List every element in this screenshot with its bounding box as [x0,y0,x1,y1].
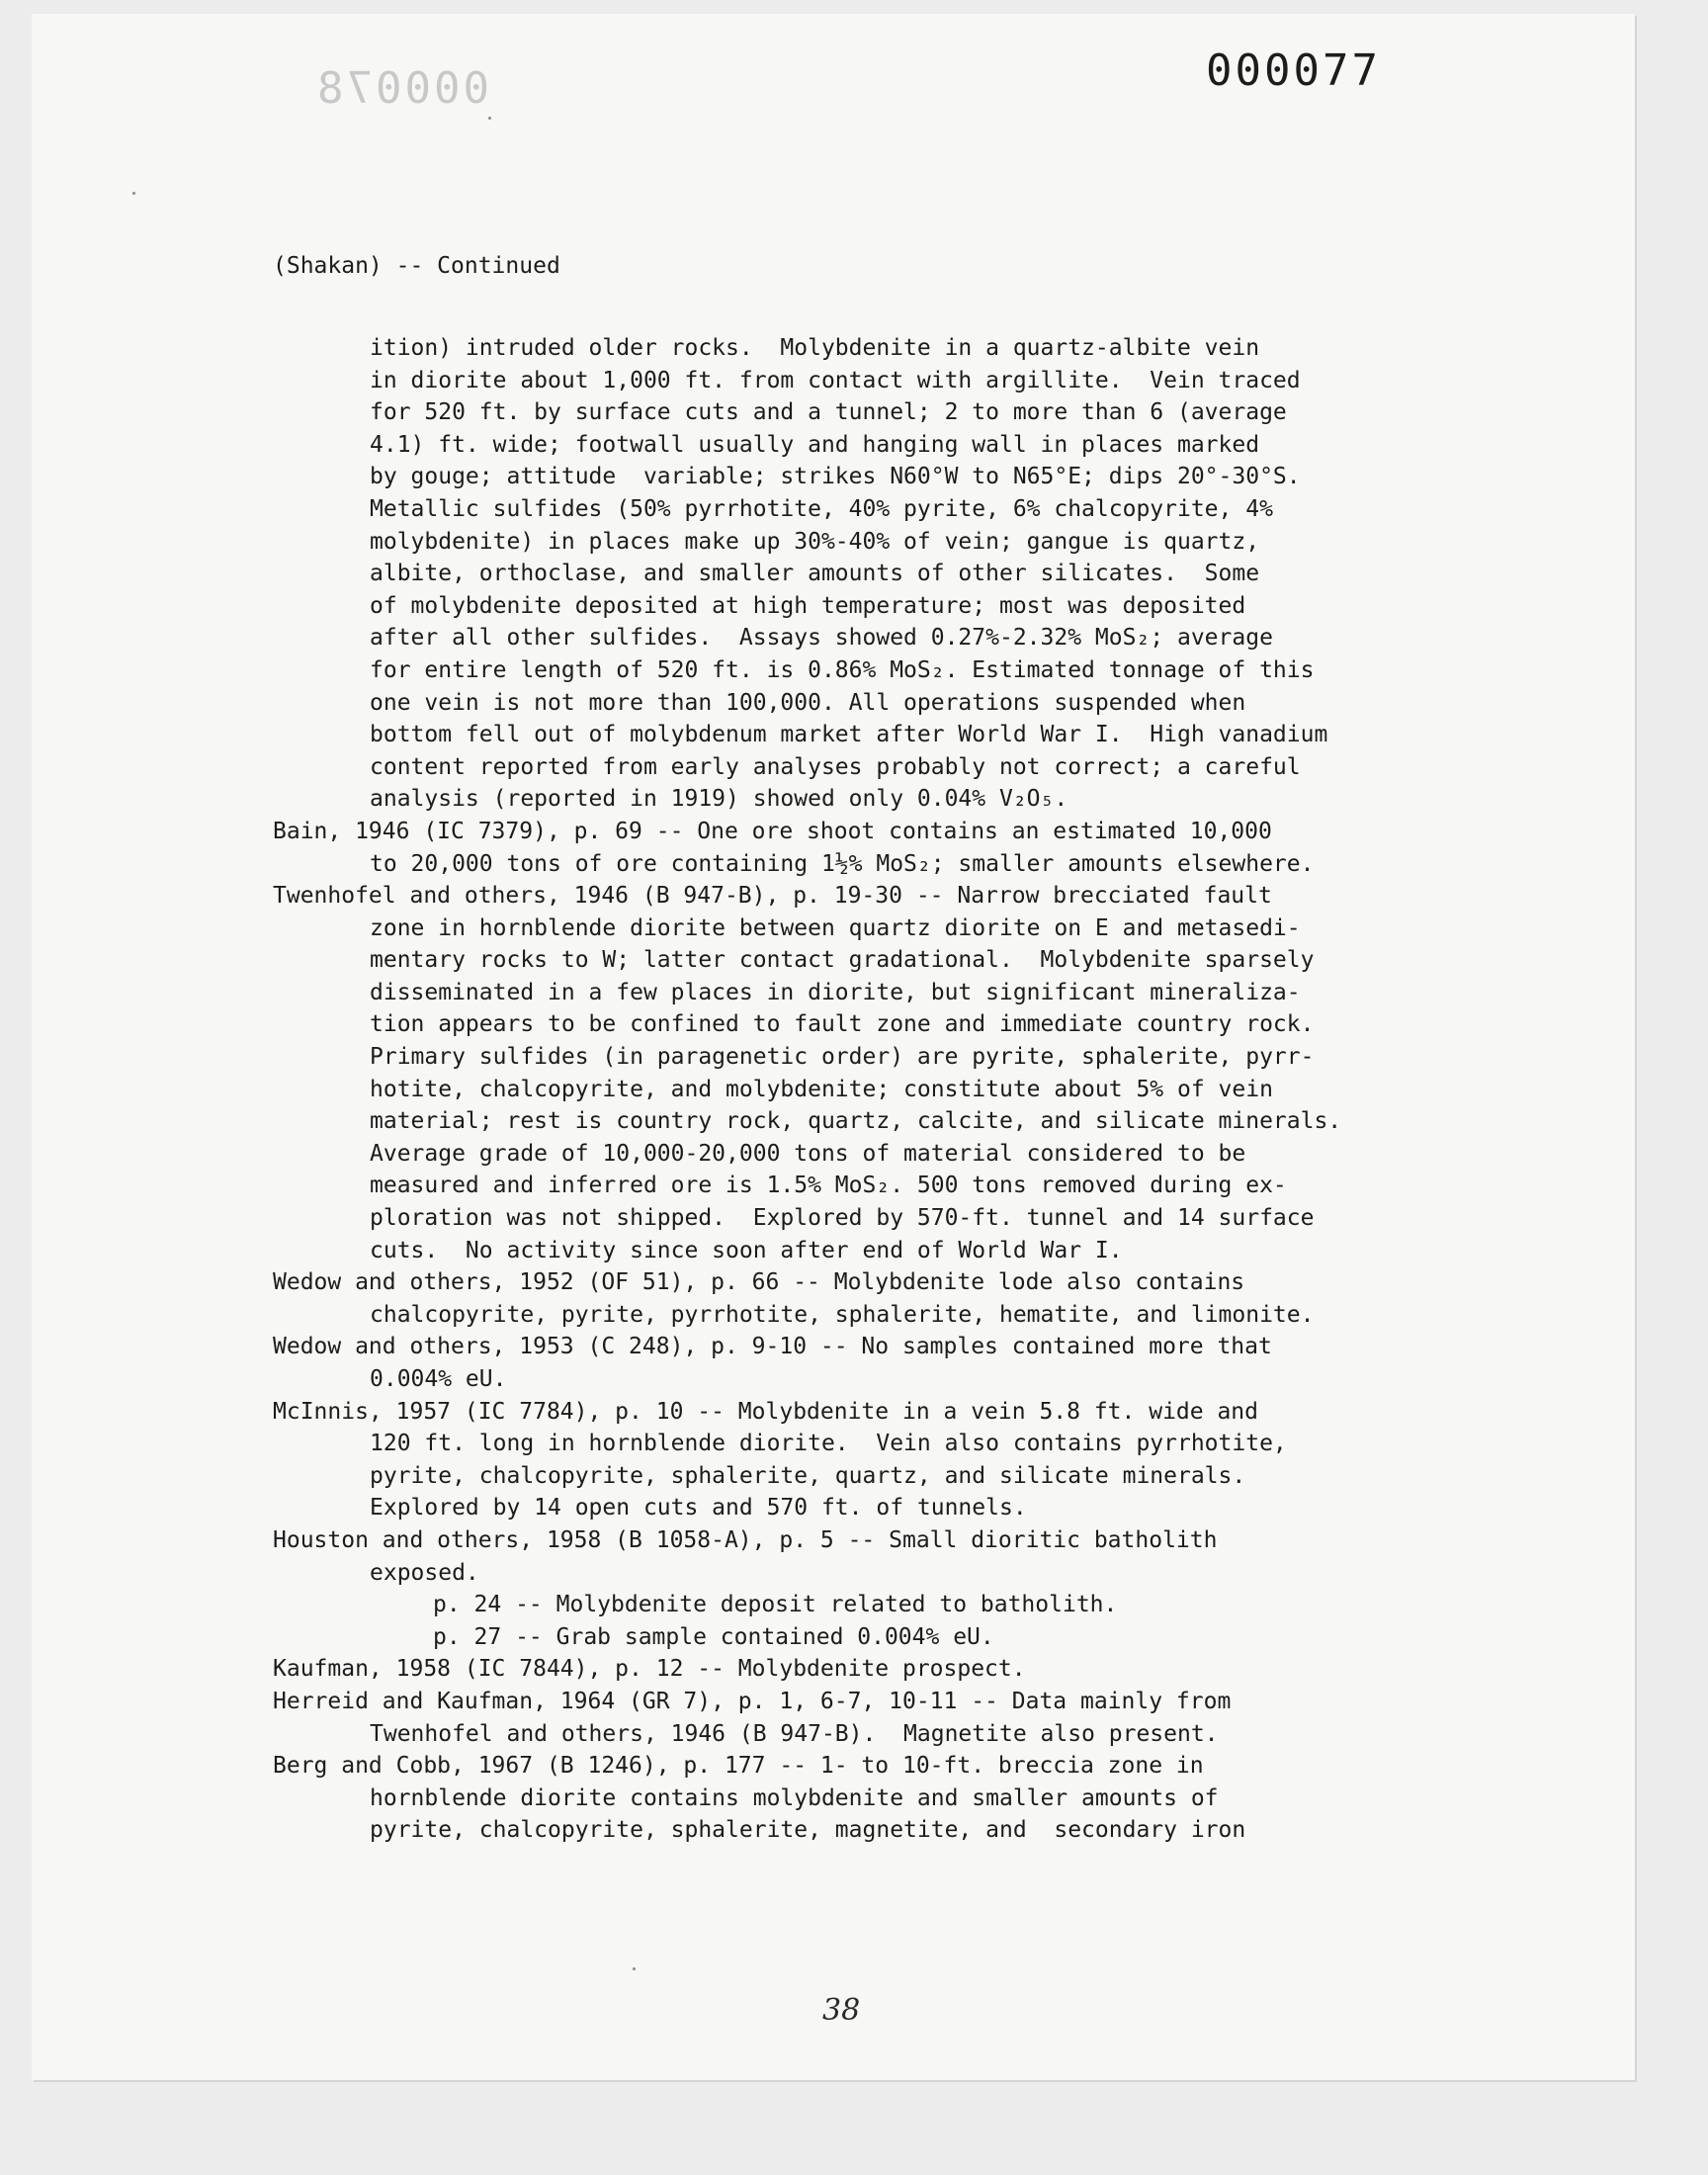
text-line: analysis (reported in 1919) showed only 0.04% V₂O₅. [370,786,1068,813]
text-line: Twenhofel and others, 1946 (B 947-B). Magnetite also present. [370,1720,1219,1747]
text-line: Metallic sulfides (50% pyrrhotite, 40% pyrite, 6% chalcopyrite, 4% [370,495,1273,522]
text-line: after all other sulfides. Assays showed 0.27%-2.32% MoS₂; average [370,625,1273,652]
text-line: Houston and others, 1958 (B 1058-A), p. 5 -- Small dioritic batholith [273,1526,1218,1553]
text-line: content reported from early analyses probably not correct; a careful [370,753,1301,780]
text-line: hotite, chalcopyrite, and molybdenite; constitute about 5% of vein [370,1076,1273,1102]
text-line: pyrite, chalcopyrite, sphalerite, magnetite, and secondary iron [370,1817,1246,1844]
scan-speck [488,117,491,120]
text-line: McInnis, 1957 (IC 7784), p. 10 -- Molybdenite in a vein 5.8 ft. wide and [273,1398,1258,1425]
text-line: Herreid and Kaufman, 1964 (GR 7), p. 1, 6-7, 10-11 -- Data mainly from [273,1688,1232,1714]
text-line: tion appears to be confined to fault zone and immediate country rock. [370,1011,1315,1038]
text-line: p. 27 -- Grab sample contained 0.004% eU. [433,1623,994,1650]
text-line: hornblende diorite contains molybdenite and smaller amounts of [370,1784,1219,1811]
text-line: Kaufman, 1958 (IC 7844), p. 12 -- Molybdenite prospect. [273,1656,1026,1683]
text-line: albite, orthoclase, and smaller amounts of other silicates. Some [370,561,1260,587]
text-line: mentary rocks to W; latter contact gradational. Molybdenite sparsely [370,947,1315,974]
text-line: Wedow and others, 1953 (C 248), p. 9-10 -- No samples contained more that [273,1334,1272,1360]
text-line: ploration was not shipped. Explored by 570-ft. tunnel and 14 surface [370,1205,1315,1232]
text-line: bottom fell out of molybdenum market after World War I. High vanadium [370,722,1328,748]
text-line: for 520 ft. by surface cuts and a tunnel; 2 to more than 6 (average [370,399,1287,426]
scan-speck [132,192,135,195]
text-line: p. 24 -- Molybdenite deposit related to batholith. [433,1592,1118,1618]
text-line: one vein is not more than 100,000. All operations suspended when [370,689,1246,716]
text-line: pyrite, chalcopyrite, sphalerite, quartz, and silicate minerals. [370,1462,1246,1489]
text-line: to 20,000 tons of ore containing 1½% MoS₂; smaller amounts elsewhere. [370,850,1315,877]
text-line: of molybdenite deposited at high temperature; most was deposited [370,592,1246,619]
document-page [32,14,1635,2080]
text-line: measured and inferred ore is 1.5% MoS₂. 500 tons removed during ex- [370,1173,1287,1199]
text-line: Primary sulfides (in paragenetic order) are pyrite, sphalerite, pyrr- [370,1044,1315,1071]
text-line: exposed. [370,1559,479,1586]
text-line: Berg and Cobb, 1967 (B 1246), p. 177 -- 1- to 10-ft. breccia zone in [273,1753,1204,1780]
text-line: chalcopyrite, pyrite, pyrrhotite, sphalerite, hematite, and limonite. [370,1301,1315,1328]
text-line: cuts. No activity since soon after end of World War I. [370,1237,1123,1263]
text-line: Wedow and others, 1952 (OF 51), p. 66 -- Molybdenite lode also contains [273,1269,1245,1296]
text-line: disseminated in a few places in diorite, but significant mineraliza- [370,979,1301,1005]
text-line: 120 ft. long in hornblende diorite. Vein also contains pyrrhotite, [370,1431,1287,1457]
text-line: 0.004% eU. [370,1366,507,1392]
document-body [273,332,1607,1847]
serial-number: 000077 [1206,45,1381,96]
text-line: ition) intruded older rocks. Molybdenite in a quartz-albite vein [370,335,1260,361]
ghost-serial-number: 000078 [314,63,489,114]
text-line: molybdenite) in places make up 30%-40% of vein; gangue is quartz, [370,528,1260,555]
scan-speck [633,1967,636,1970]
text-line: material; rest is country rock, quartz, calcite, and silicate minerals. [370,1108,1342,1135]
text-line: for entire length of 520 ft. is 0.86% MoS₂. Estimated tonnage of this [370,656,1315,683]
text-line: by gouge; attitude variable; strikes N60°W to N65°E; dips 20°-30°S. [370,464,1301,490]
text-line: zone in hornblende diorite between quartz diorite on E and metasedi- [370,914,1301,941]
section-heading: (Shakan) -- Continued [273,253,560,279]
text-line: Bain, 1946 (IC 7379), p. 69 -- One ore shoot contains an estimated 10,000 [273,818,1272,844]
text-line: Average grade of 10,000-20,000 tons of material considered to be [370,1140,1246,1167]
text-line: Twenhofel and others, 1946 (B 947-B), p. 19-30 -- Narrow brecciated fault [273,883,1272,910]
text-line: in diorite about 1,000 ft. from contact with argillite. Vein traced [370,367,1301,393]
page-number: 38 [822,1993,861,2028]
text-line: 4.1) ft. wide; footwall usually and hanging wall in places marked [370,431,1260,458]
text-line: Explored by 14 open cuts and 570 ft. of tunnels. [370,1495,1027,1522]
